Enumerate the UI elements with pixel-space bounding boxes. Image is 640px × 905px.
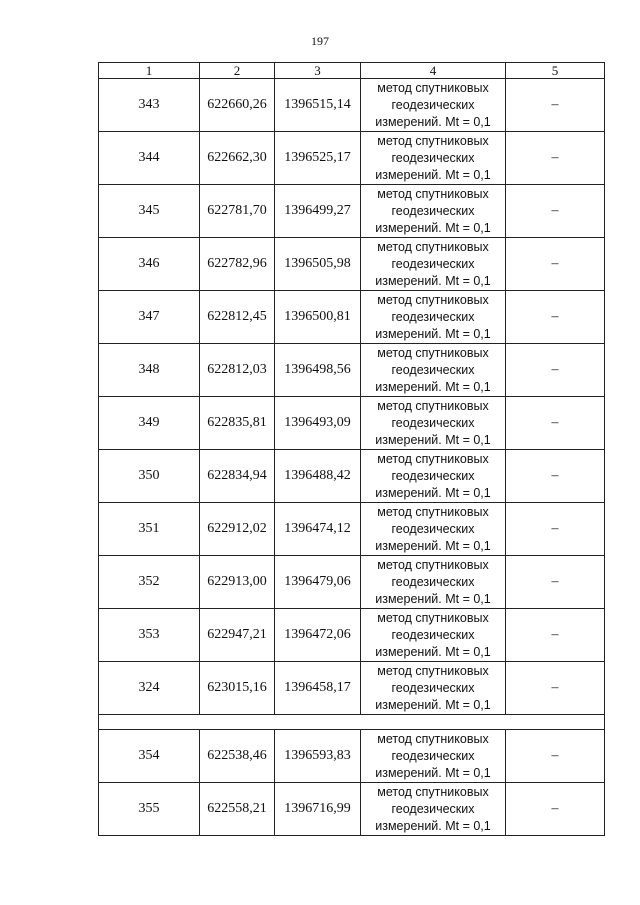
y-coordinate: 1396458,17 bbox=[275, 662, 361, 715]
point-number: 354 bbox=[99, 730, 200, 783]
method-line: геодезических bbox=[391, 574, 475, 589]
method-description bbox=[361, 730, 506, 783]
x-coordinate: 622782,96 bbox=[200, 238, 275, 291]
table-row bbox=[99, 79, 605, 132]
method-line: измерений. Mt = 0,1 bbox=[375, 765, 491, 780]
note-dash: – bbox=[506, 291, 605, 344]
table-row bbox=[99, 185, 605, 238]
method-line: геодезических bbox=[391, 801, 475, 816]
header-cell-2: 2 bbox=[200, 63, 275, 79]
method-line: геодезических bbox=[391, 256, 475, 271]
method-line: метод спутниковых bbox=[377, 663, 489, 678]
y-coordinate: 1396500,81 bbox=[275, 291, 361, 344]
method-line: измерений. Mt = 0,1 bbox=[375, 167, 491, 182]
table-gap-cell bbox=[99, 715, 605, 730]
method-description bbox=[361, 79, 506, 132]
point-number: 348 bbox=[99, 344, 200, 397]
method-line: метод спутниковых bbox=[377, 345, 489, 360]
note-dash: – bbox=[506, 397, 605, 450]
note-dash: – bbox=[506, 503, 605, 556]
note-dash: – bbox=[506, 132, 605, 185]
y-coordinate: 1396505,98 bbox=[275, 238, 361, 291]
point-number: 355 bbox=[99, 783, 200, 836]
header-cell-1: 1 bbox=[99, 63, 200, 79]
x-coordinate: 622812,45 bbox=[200, 291, 275, 344]
y-coordinate: 1396716,99 bbox=[275, 783, 361, 836]
table-row bbox=[99, 132, 605, 185]
method-description bbox=[361, 238, 506, 291]
note-dash: – bbox=[506, 609, 605, 662]
method-line: метод спутниковых bbox=[377, 186, 489, 201]
note-dash: – bbox=[506, 783, 605, 836]
table-row bbox=[99, 662, 605, 715]
point-number: 345 bbox=[99, 185, 200, 238]
y-coordinate: 1396593,83 bbox=[275, 730, 361, 783]
method-line: метод спутниковых bbox=[377, 292, 489, 307]
method-line: метод спутниковых bbox=[377, 239, 489, 254]
note-dash: – bbox=[506, 185, 605, 238]
method-line: метод спутниковых bbox=[377, 784, 489, 799]
method-line: измерений. Mt = 0,1 bbox=[375, 326, 491, 341]
note-dash: – bbox=[506, 556, 605, 609]
table-header-row bbox=[99, 63, 605, 79]
method-line: измерений. Mt = 0,1 bbox=[375, 273, 491, 288]
point-number: 346 bbox=[99, 238, 200, 291]
method-description bbox=[361, 291, 506, 344]
method-line: измерений. Mt = 0,1 bbox=[375, 644, 491, 659]
method-line: измерений. Mt = 0,1 bbox=[375, 379, 491, 394]
x-coordinate: 622558,21 bbox=[200, 783, 275, 836]
method-line: метод спутниковых bbox=[377, 504, 489, 519]
method-description bbox=[361, 609, 506, 662]
x-coordinate: 623015,16 bbox=[200, 662, 275, 715]
method-description bbox=[361, 344, 506, 397]
point-number: 350 bbox=[99, 450, 200, 503]
point-number: 343 bbox=[99, 79, 200, 132]
point-number: 344 bbox=[99, 132, 200, 185]
method-line: измерений. Mt = 0,1 bbox=[375, 485, 491, 500]
method-description bbox=[361, 185, 506, 238]
point-number: 351 bbox=[99, 503, 200, 556]
method-line: геодезических bbox=[391, 362, 475, 377]
method-line: геодезических bbox=[391, 415, 475, 430]
table-row bbox=[99, 397, 605, 450]
note-dash: – bbox=[506, 730, 605, 783]
x-coordinate: 622913,00 bbox=[200, 556, 275, 609]
page-number: 197 bbox=[311, 34, 329, 48]
method-line: метод спутниковых bbox=[377, 398, 489, 413]
method-line: метод спутниковых bbox=[377, 557, 489, 572]
note-dash: – bbox=[506, 450, 605, 503]
method-line: геодезических bbox=[391, 309, 475, 324]
y-coordinate: 1396493,09 bbox=[275, 397, 361, 450]
table-row bbox=[99, 783, 605, 836]
method-description bbox=[361, 662, 506, 715]
x-coordinate: 622662,30 bbox=[200, 132, 275, 185]
method-description bbox=[361, 132, 506, 185]
method-line: измерений. Mt = 0,1 bbox=[375, 538, 491, 553]
y-coordinate: 1396525,17 bbox=[275, 132, 361, 185]
method-line: метод спутниковых bbox=[377, 133, 489, 148]
method-line: геодезических bbox=[391, 521, 475, 536]
table-gap-row bbox=[99, 715, 605, 730]
header-cell-4: 4 bbox=[361, 63, 506, 79]
point-number: 324 bbox=[99, 662, 200, 715]
method-line: метод спутниковых bbox=[377, 610, 489, 625]
method-line: геодезических bbox=[391, 680, 475, 695]
x-coordinate: 622781,70 bbox=[200, 185, 275, 238]
x-coordinate: 622660,26 bbox=[200, 79, 275, 132]
method-line: метод спутниковых bbox=[377, 731, 489, 746]
x-coordinate: 622538,46 bbox=[200, 730, 275, 783]
note-dash: – bbox=[506, 662, 605, 715]
x-coordinate: 622912,02 bbox=[200, 503, 275, 556]
method-line: измерений. Mt = 0,1 bbox=[375, 697, 491, 712]
table-row bbox=[99, 291, 605, 344]
method-description bbox=[361, 397, 506, 450]
table-row bbox=[99, 450, 605, 503]
method-description bbox=[361, 783, 506, 836]
point-number: 353 bbox=[99, 609, 200, 662]
y-coordinate: 1396479,06 bbox=[275, 556, 361, 609]
y-coordinate: 1396474,12 bbox=[275, 503, 361, 556]
x-coordinate: 622835,81 bbox=[200, 397, 275, 450]
method-line: измерений. Mt = 0,1 bbox=[375, 114, 491, 129]
x-coordinate: 622947,21 bbox=[200, 609, 275, 662]
y-coordinate: 1396472,06 bbox=[275, 609, 361, 662]
method-line: измерений. Mt = 0,1 bbox=[375, 591, 491, 606]
x-coordinate: 622834,94 bbox=[200, 450, 275, 503]
note-dash: – bbox=[506, 344, 605, 397]
method-description bbox=[361, 450, 506, 503]
method-line: измерений. Mt = 0,1 bbox=[375, 432, 491, 447]
point-number: 352 bbox=[99, 556, 200, 609]
table-row bbox=[99, 730, 605, 783]
method-line: метод спутниковых bbox=[377, 451, 489, 466]
method-description bbox=[361, 556, 506, 609]
method-line: метод спутниковых bbox=[377, 80, 489, 95]
point-number: 347 bbox=[99, 291, 200, 344]
header-cell-3: 3 bbox=[275, 63, 361, 79]
table-row bbox=[99, 609, 605, 662]
table-row bbox=[99, 344, 605, 397]
method-line: геодезических bbox=[391, 203, 475, 218]
method-line: геодезических bbox=[391, 150, 475, 165]
method-description bbox=[361, 503, 506, 556]
table-row bbox=[99, 503, 605, 556]
point-number: 349 bbox=[99, 397, 200, 450]
method-line: геодезических bbox=[391, 468, 475, 483]
method-line: геодезических bbox=[391, 627, 475, 642]
table-row bbox=[99, 238, 605, 291]
method-line: измерений. Mt = 0,1 bbox=[375, 818, 491, 833]
x-coordinate: 622812,03 bbox=[200, 344, 275, 397]
note-dash: – bbox=[506, 238, 605, 291]
y-coordinate: 1396515,14 bbox=[275, 79, 361, 132]
method-line: геодезических bbox=[391, 748, 475, 763]
method-line: геодезических bbox=[391, 97, 475, 112]
note-dash: – bbox=[506, 79, 605, 132]
method-line: измерений. Mt = 0,1 bbox=[375, 220, 491, 235]
table-row bbox=[99, 556, 605, 609]
header-cell-5: 5 bbox=[506, 63, 605, 79]
y-coordinate: 1396488,42 bbox=[275, 450, 361, 503]
y-coordinate: 1396498,56 bbox=[275, 344, 361, 397]
y-coordinate: 1396499,27 bbox=[275, 185, 361, 238]
coordinates-table bbox=[98, 62, 605, 836]
